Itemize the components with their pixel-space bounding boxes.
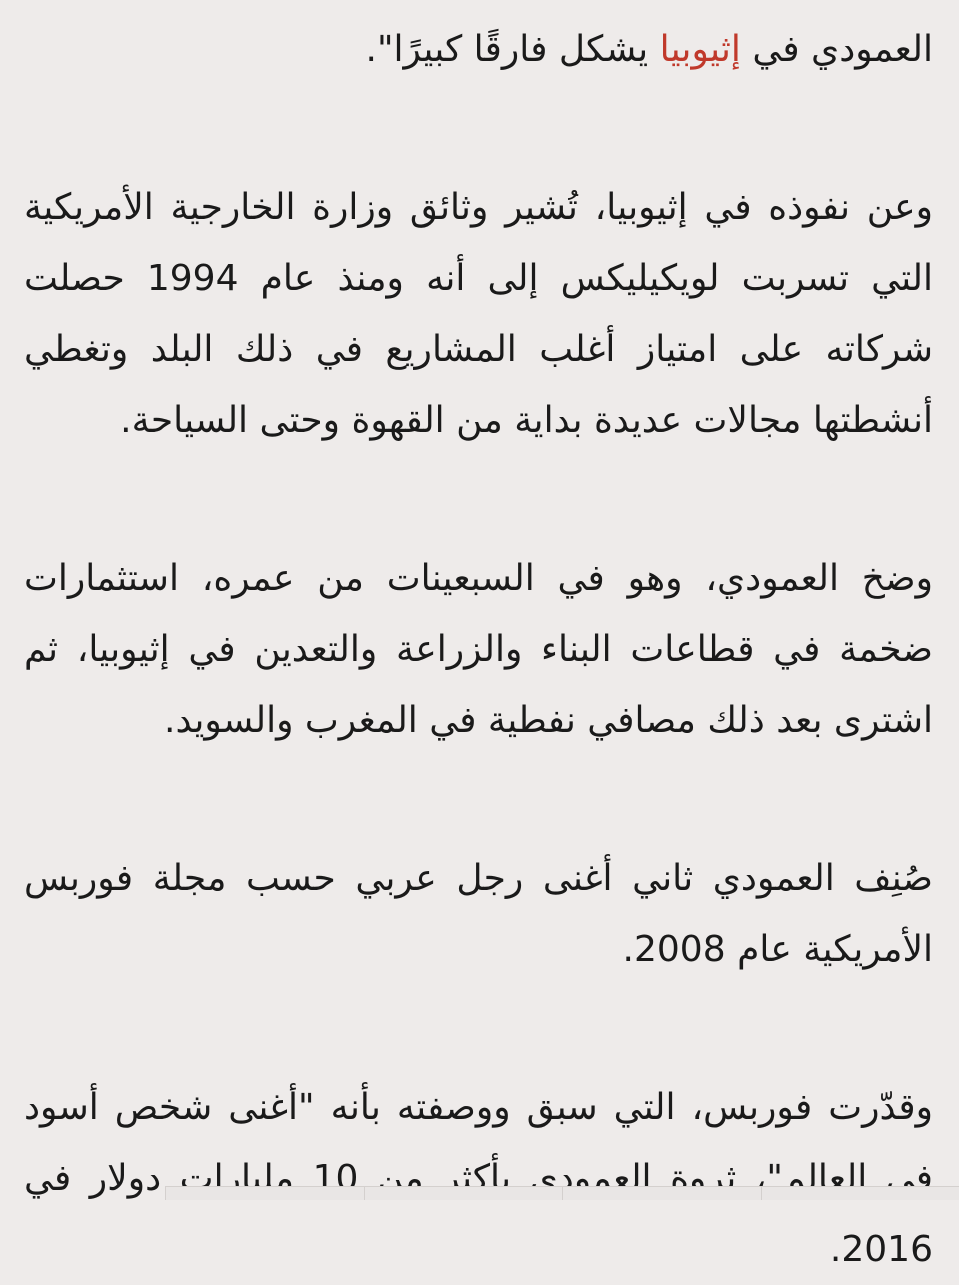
bottom-tab[interactable] <box>364 1186 563 1200</box>
bottom-tab[interactable] <box>761 1186 959 1200</box>
paragraph-1-text-before: العمودي في <box>741 29 933 70</box>
paragraph-3: وضخ العمودي، وهو في السبعينات من عمره، استثمارات ضخمة في قطاعات البناء والزراعة والتعدين في إثيوبيا، ثم اشترى بعد ذلك مصافي نفطية في المغرب والسويد. <box>24 543 933 756</box>
paragraph-1-text-after: يشكل فارقًا كبيرًا". <box>366 29 660 70</box>
bottom-tab-strip <box>165 1186 959 1200</box>
paragraph-2: وعن نفوذه في إثيوبيا، تُشير وثائق وزارة الخارجية الأمريكية التي تسربت لويكيليكس إلى أنه ومنذ عام 1994 حصلت شركاته على امتياز أغلب المشاريع في ذلك البلد وتغطي أنشطتها مجالات عديدة بداية من القهوة وحتى السياحة. <box>24 172 933 456</box>
paragraph-1 <box>24 14 933 85</box>
paragraph-4: صُنِف العمودي ثاني أغنى رجل عربي حسب مجلة فوربس الأمريكية عام 2008. <box>24 843 933 985</box>
bottom-tab[interactable] <box>562 1186 761 1200</box>
paragraph-5: وقدّرت فوربس، التي سبق ووصفته بأنه "أغنى شخص أسود في العالم"، ثروة العمودي بأكثر من 10 مليارات دولار في 2016. <box>24 1072 933 1285</box>
ethiopia-link[interactable]: إثيوبيا <box>660 29 741 70</box>
bottom-tab[interactable] <box>165 1186 364 1200</box>
